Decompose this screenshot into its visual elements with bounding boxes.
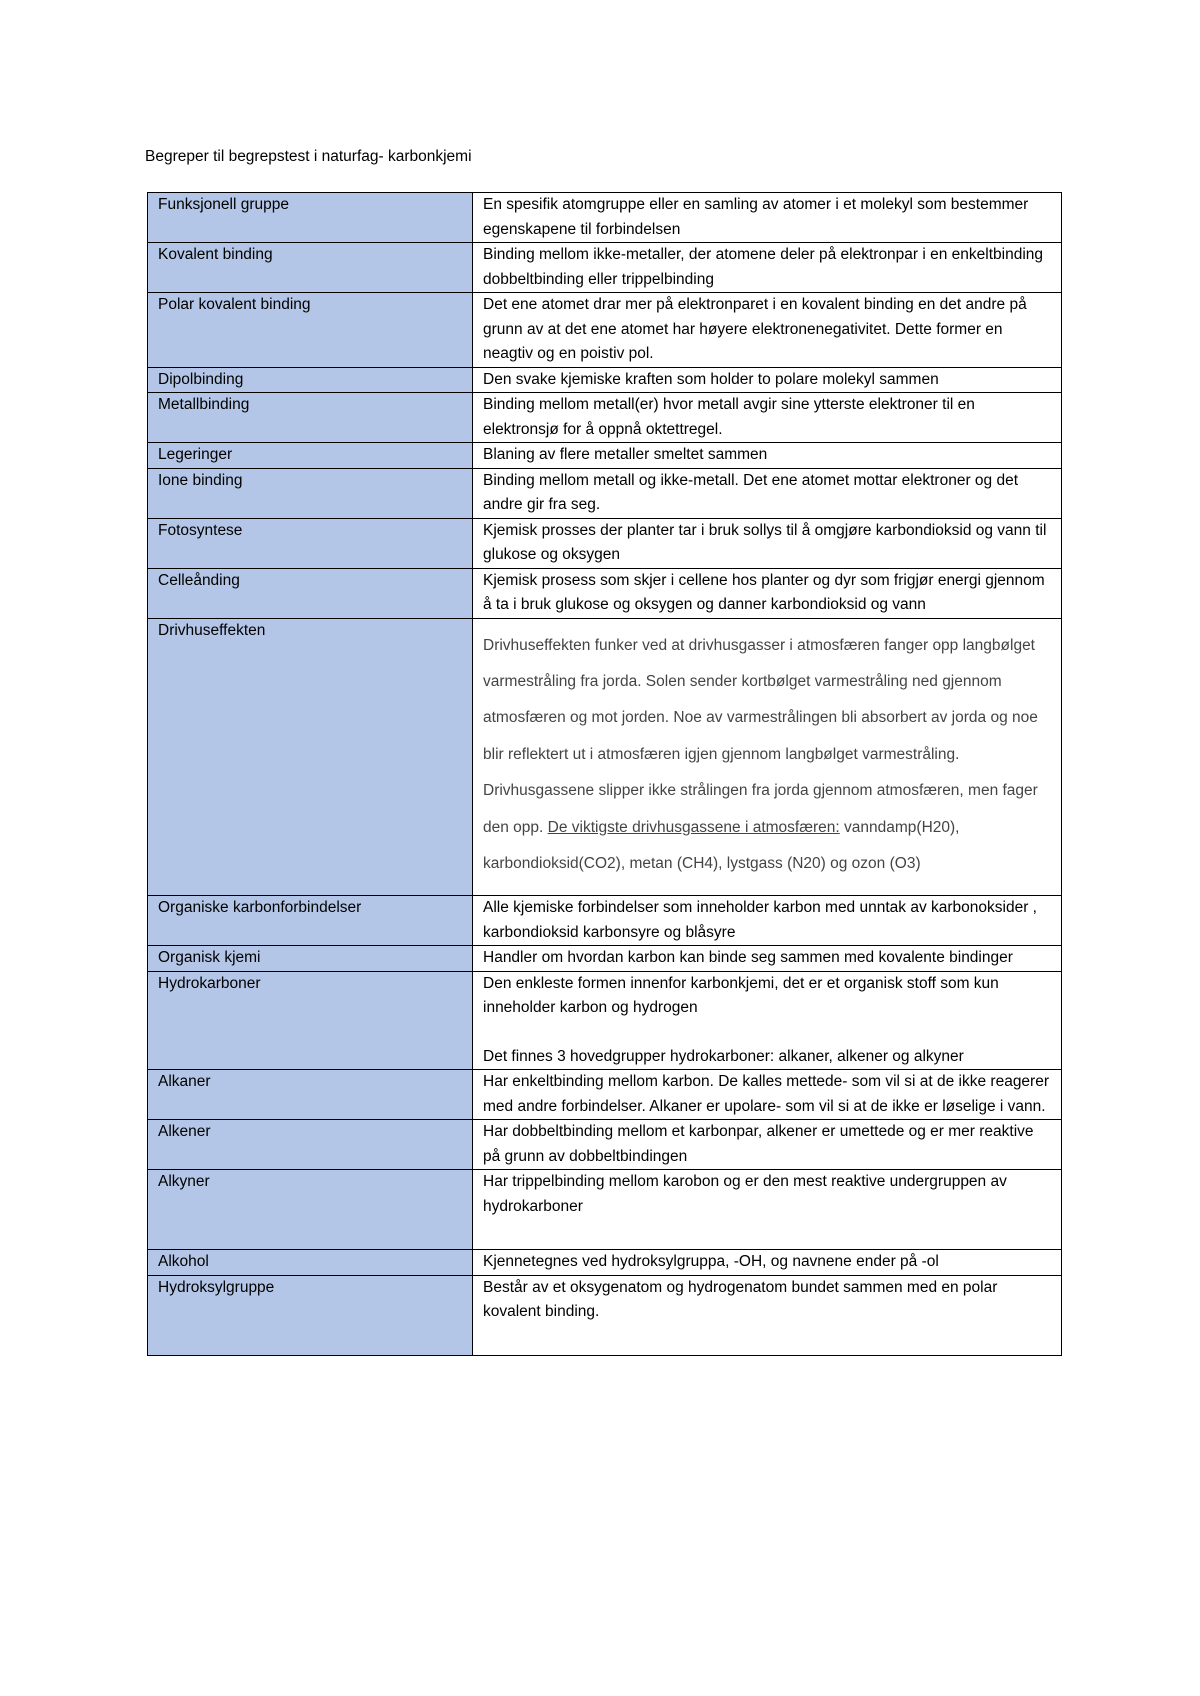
paragraph-gap	[483, 1021, 1051, 1045]
terms-table	[147, 192, 1062, 1356]
definition-cell: Den svake kjemiske kraften som holder to polare molekyl sammen	[473, 367, 1062, 393]
definition-paragraph: Det finnes 3 hovedgrupper hydrokarboner: alkaner, alkener og alkyner	[483, 1047, 964, 1065]
table-row	[148, 1170, 1062, 1250]
definition-cell: Alle kjemiske forbindelser som inneholder karbon med unntak av karbonoksider , karbondioksid karbonsyre og blåsyre	[473, 896, 1062, 946]
definition-cell: Består av et oksygenatom og hydrogenatom bundet sammen med en polar kovalent binding.	[473, 1275, 1062, 1355]
term-cell: Alkyner	[148, 1170, 473, 1250]
term-cell: Legeringer	[148, 443, 473, 469]
term-cell: Polar kovalent binding	[148, 293, 473, 368]
term-cell: Alkaner	[148, 1070, 473, 1120]
definition-cell: Har dobbeltbinding mellom et karbonpar, alkener er umettede og er mer reaktive på grunn av dobbeltbindingen	[473, 1120, 1062, 1170]
definition-cell: Binding mellom ikke-metaller, der atomene deler på elektronpar i en enkeltbinding dobbeltbinding eller trippelbinding	[473, 243, 1062, 293]
definition-text: vanndamp(H20), karbondioksid(CO2), metan (CH4), lystgass (N20) og ozon (O3)	[483, 818, 960, 872]
definition-cell: Har enkeltbinding mellom karbon. De kalles mettede- som vil si at de ikke reagerer med andre forbindelser. Alkaner er upolare- som vil si at de ikke er løselige i vann.	[473, 1070, 1062, 1120]
term-cell: Hydroksylgruppe	[148, 1275, 473, 1355]
table-row	[148, 946, 1062, 972]
table-row	[148, 1120, 1062, 1170]
definition-cell: Blaning av flere metaller smeltet sammen	[473, 443, 1062, 469]
table-row	[148, 443, 1062, 469]
term-cell: Alkener	[148, 1120, 473, 1170]
definition-cell: Binding mellom metall(er) hvor metall avgir sine ytterste elektroner til en elektronsjø for å oppnå oktettregel.	[473, 393, 1062, 443]
term-cell: Alkohol	[148, 1250, 473, 1276]
definition-cell: Kjemisk prosses der planter tar i bruk sollys til å omgjøre karbondioksid og vann til glukose og oksygen	[473, 518, 1062, 568]
definition-paragraph: Den enkleste formen innenfor karbonkjemi, det er et organisk stoff som kun inneholder karbon og hydrogen	[483, 974, 999, 1017]
table-row	[148, 1250, 1062, 1276]
term-cell: Fotosyntese	[148, 518, 473, 568]
table-row	[148, 618, 1062, 896]
definition-text: Drivhuseffekten funker ved at drivhusgasser i atmosfæren fanger opp langbølget varmestråling fra jorda. Solen sender kortbølget varmestråling ned gjennom atmosfæren og mot jorden. Noe av varmestrålingen bli absorbert av jorda og noe blir reflektert ut i atmosfæren igjen gjennom langbølget varmestråling. Drivhusgassene slipper ikke strålingen fra jorda gjennom atmosfæren, men fager den opp.	[483, 636, 1038, 836]
definition-cell	[473, 971, 1062, 1070]
definition-cell: En spesifik atomgruppe eller en samling av atomer i et molekyl som bestemmer egenskapene til forbindelsen	[473, 193, 1062, 243]
term-cell: Hydrokarboner	[148, 971, 473, 1070]
term-cell: Organisk kjemi	[148, 946, 473, 972]
table-row	[148, 1070, 1062, 1120]
term-cell: Drivhuseffekten	[148, 618, 473, 896]
term-cell: Dipolbinding	[148, 367, 473, 393]
definition-cell: Har trippelbinding mellom karobon og er den mest reaktive undergruppen av hydrokarboner	[473, 1170, 1062, 1250]
definition-cell: Kjemisk prosess som skjer i cellene hos planter og dyr som frigjør energi gjennom å ta i bruk glukose og oksygen og danner karbondioksid og vann	[473, 568, 1062, 618]
term-cell: Funksjonell gruppe	[148, 193, 473, 243]
document-title: Begreper til begrepstest i naturfag- karbonkjemi	[145, 148, 472, 165]
term-cell: Metallbinding	[148, 393, 473, 443]
table-row	[148, 243, 1062, 293]
definition-cell: Handler om hvordan karbon kan binde seg sammen med kovalente bindinger	[473, 946, 1062, 972]
table-row	[148, 1275, 1062, 1355]
table-row	[148, 518, 1062, 568]
table-row	[148, 896, 1062, 946]
term-cell: Organiske karbonforbindelser	[148, 896, 473, 946]
term-cell: Kovalent binding	[148, 243, 473, 293]
definition-cell	[473, 618, 1062, 896]
definition-cell: Kjennetegnes ved hydroksylgruppa, -OH, og navnene ender på -ol	[473, 1250, 1062, 1276]
table-row	[148, 193, 1062, 243]
table-row	[148, 568, 1062, 618]
definition-cell: Det ene atomet drar mer på elektronparet i en kovalent binding en det andre på grunn av at det ene atomet har høyere elektronenegativitet. Dette former en neagtiv og en poistiv pol.	[473, 293, 1062, 368]
table-row	[148, 468, 1062, 518]
table-row	[148, 971, 1062, 1070]
underlined-text: De viktigste drivhusgassene i atmosfæren:	[547, 818, 840, 836]
term-cell: Ione binding	[148, 468, 473, 518]
term-cell: Celleånding	[148, 568, 473, 618]
definition-cell: Binding mellom metall og ikke-metall. Det ene atomet mottar elektroner og det andre gir fra seg.	[473, 468, 1062, 518]
table-row	[148, 367, 1062, 393]
table-row	[148, 293, 1062, 368]
table-row	[148, 393, 1062, 443]
